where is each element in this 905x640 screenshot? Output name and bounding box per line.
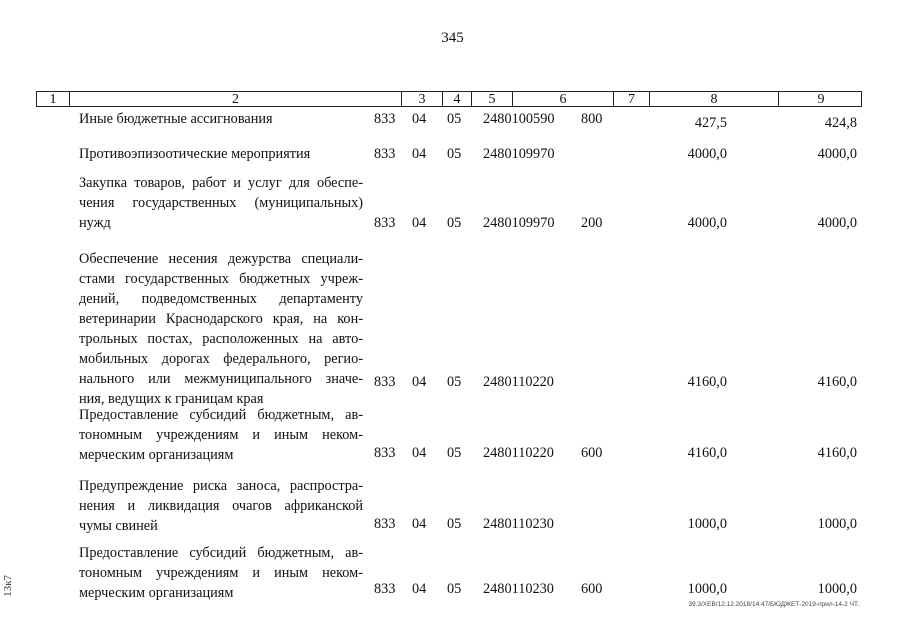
- row-col-7: 200: [581, 215, 603, 231]
- row-col-3: 833: [374, 374, 396, 390]
- row-col-5: 05: [447, 111, 462, 127]
- row-col-9: 4160,0: [817, 445, 857, 461]
- row-col-8: 4160,0: [687, 374, 727, 390]
- row-col-3: 833: [374, 445, 396, 461]
- side-stamp: 13к7: [2, 575, 14, 597]
- row-col-5: 05: [447, 581, 462, 597]
- row-description: Закупка товаров, работ и услуг для обеспе- чения государственных (муниципальных) нужд: [79, 175, 363, 231]
- row-col-6: 2480110220: [483, 374, 554, 390]
- row-col-9: 1000,0: [817, 516, 857, 532]
- row-col-3: 833: [374, 215, 396, 231]
- row-col-4: 04: [412, 581, 427, 597]
- row-col-4: 04: [412, 374, 427, 390]
- row-col-6: 2480109970: [483, 215, 555, 231]
- row-col-8: 1000,0: [687, 516, 727, 532]
- row-col-9: 4160,0: [817, 374, 857, 390]
- row-col-3: 833: [374, 146, 396, 162]
- row-col-9: 4000,0: [817, 215, 857, 231]
- header-col-8: 8: [710, 92, 718, 107]
- row-col-6: 2480100590: [483, 111, 555, 127]
- header-col-7: 7: [628, 92, 635, 107]
- row-col-4: 04: [412, 111, 427, 127]
- row-description: Предоставление субсидий бюджетным, ав- тономным учреждениям и иным неком- мерческим организациям: [79, 407, 363, 463]
- row-col-9: 1000,0: [817, 581, 857, 597]
- row-description: Противоэпизоотические мероприятия: [79, 146, 311, 162]
- row-description: Предоставление субсидий бюджетным, ав- тономным учреждениям и иным неком- мерческим организациям: [79, 545, 363, 601]
- row-col-6: 2480110230: [483, 516, 554, 532]
- row-col-5: 05: [447, 516, 462, 532]
- row-description: Обеспечение несения дежурства специали- стами государственных бюджетных учреж- дений, подведомственных департаменту ветеринарии Краснодарского края, на кон- трольных постах, расположенных на авто- мобильных дорогах федерального, регио- нального или межмуниципального значе- ния, ведущих к границам края: [79, 251, 363, 407]
- row-description: Предупреждение риска заноса, распростра- нения и ликвидация очагов африканской чумы свиней: [79, 478, 363, 534]
- row-col-7: 600: [581, 445, 603, 461]
- row-col-5: 05: [447, 215, 462, 231]
- row-col-4: 04: [412, 146, 427, 162]
- row-col-8: 1000,0: [687, 581, 727, 597]
- row-col-4: 04: [412, 215, 427, 231]
- row-col-4: 04: [412, 445, 427, 461]
- header-col-6: 6: [559, 92, 567, 107]
- row-description: Иные бюджетные ассигнования: [79, 111, 273, 127]
- row-col-3: 833: [374, 111, 396, 127]
- row-col-5: 05: [447, 374, 462, 390]
- row-col-9: 424,8: [824, 115, 857, 131]
- row-col-9: 4000,0: [817, 146, 857, 162]
- header-col-2: 2: [232, 92, 239, 107]
- row-col-7: 800: [581, 111, 603, 127]
- row-col-3: 833: [374, 581, 396, 597]
- header-col-3: 3: [418, 92, 426, 107]
- row-col-3: 833: [374, 516, 396, 532]
- footer-code: 39.3/ХЕВ/12.12.2018/14:47/БЮДЖЕТ-2019-прил-14-2 ЧТ.: [688, 601, 859, 608]
- row-col-6: 2480110230: [483, 581, 554, 597]
- row-col-8: 4000,0: [687, 146, 727, 162]
- table-header: [36, 91, 862, 107]
- header-col-9: 9: [817, 92, 825, 107]
- row-col-6: 2480109970: [483, 146, 555, 162]
- row-col-8: 4000,0: [687, 215, 727, 231]
- row-col-5: 05: [447, 445, 462, 461]
- row-col-8: 427,5: [694, 115, 727, 131]
- header-col-4: 4: [453, 92, 461, 107]
- header-col-1: 1: [49, 92, 57, 107]
- page-number: 345: [441, 30, 464, 46]
- row-col-4: 04: [412, 516, 427, 532]
- row-col-6: 2480110220: [483, 445, 554, 461]
- header-col-5: 5: [488, 92, 496, 107]
- row-col-7: 600: [581, 581, 603, 597]
- row-col-8: 4160,0: [687, 445, 727, 461]
- row-col-5: 05: [447, 146, 462, 162]
